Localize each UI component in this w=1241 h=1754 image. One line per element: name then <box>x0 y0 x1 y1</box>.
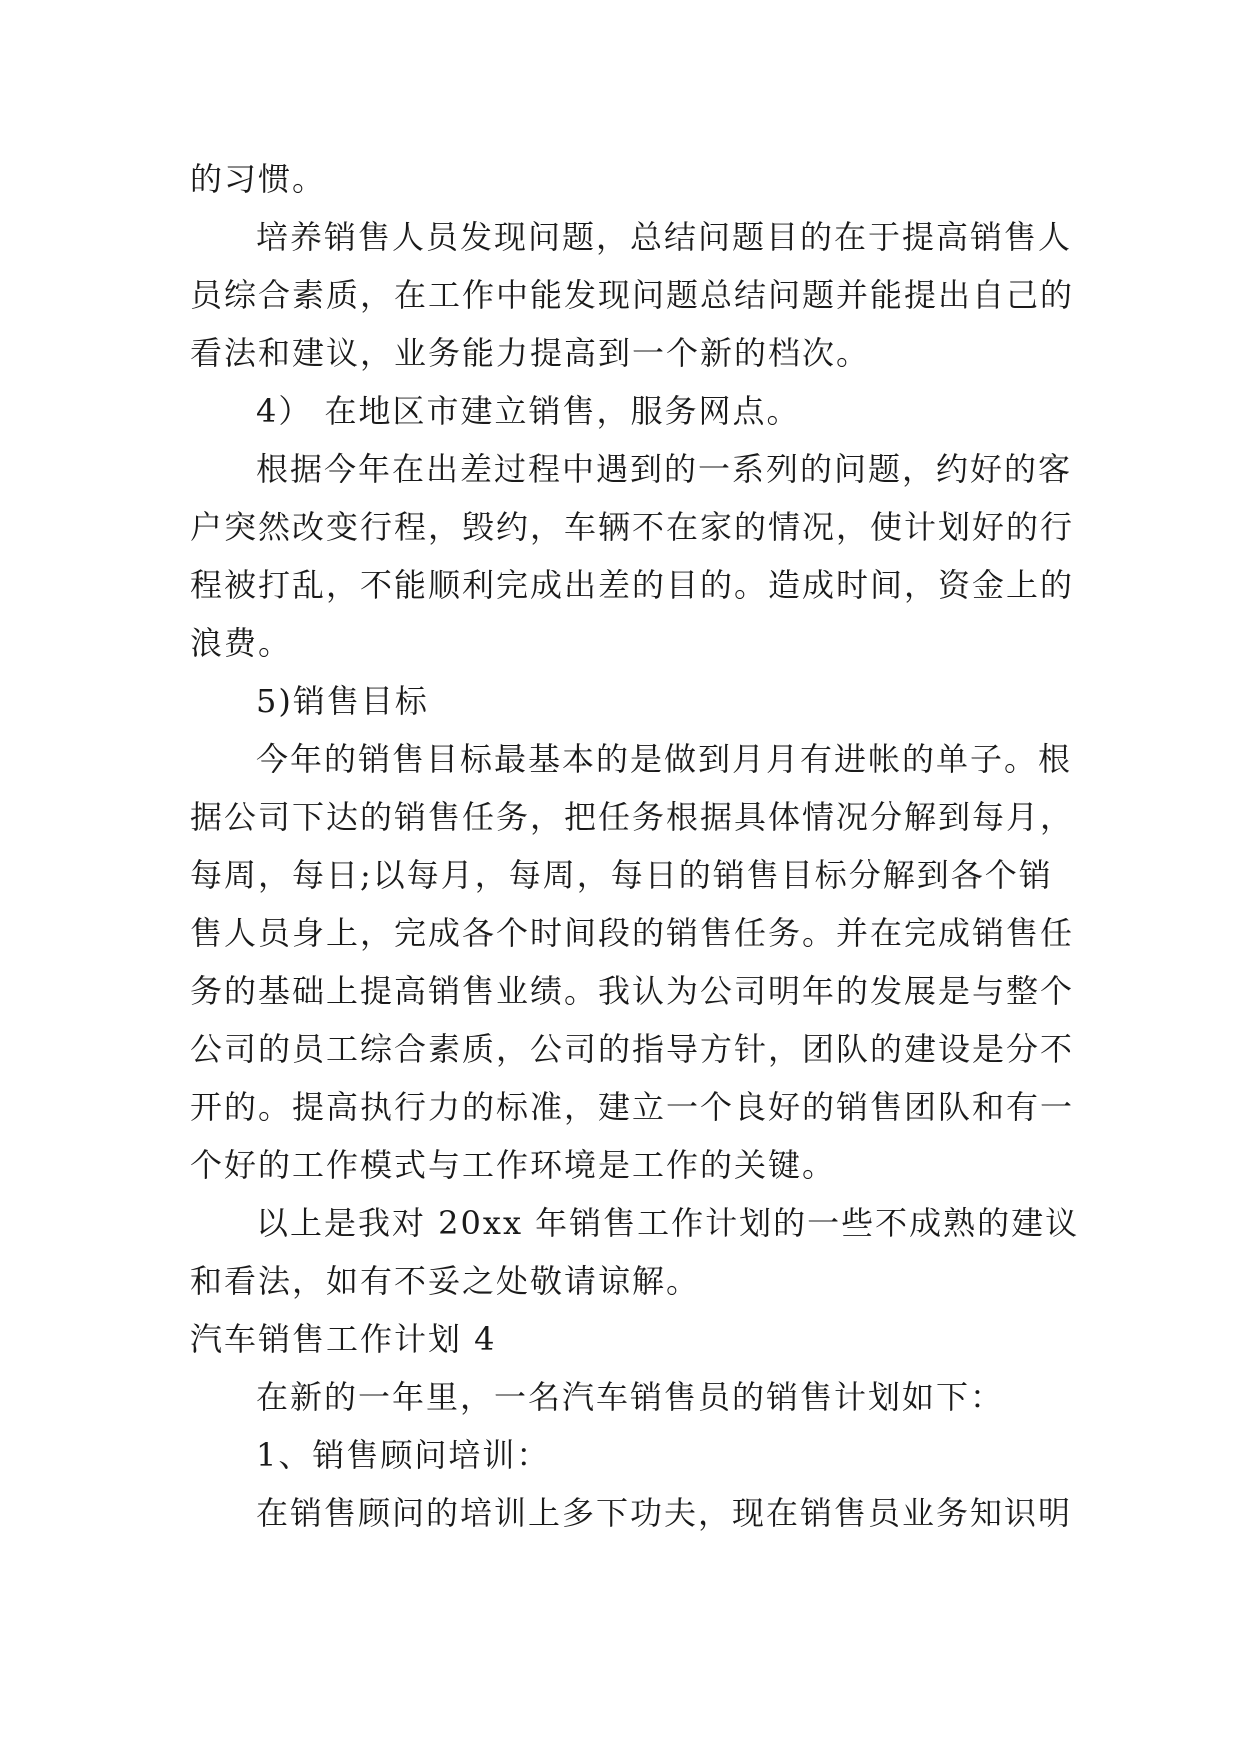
text-line: 程被打乱，不能顺利完成出差的目的。造成时间，资金上的 <box>190 566 1075 604</box>
text-line: 4） 在地区市建立销售，服务网点。 <box>256 392 801 430</box>
text-line: 和看法，如有不妥之处敬请谅解。 <box>190 1262 701 1300</box>
text-line: 员综合素质，在工作中能发现问题总结问题并能提出自己的 <box>190 276 1075 314</box>
text-line: 开的。提高执行力的标准，建立一个良好的销售团队和有一 <box>190 1088 1075 1126</box>
text-line: 看法和建议，业务能力提高到一个新的档次。 <box>190 334 871 372</box>
text-line: 据公司下达的销售任务，把任务根据具体情况分解到每月， <box>190 798 1075 836</box>
text-line: 每周，每日;以每月，每周，每日的销售目标分解到各个销 <box>190 856 1053 894</box>
text-line: 培养销售人员发现问题，总结问题目的在于提高销售人 <box>256 218 1073 256</box>
text-line: 务的基础上提高销售业绩。我认为公司明年的发展是与整个 <box>190 972 1075 1010</box>
text-line: 在新的一年里，一名汽车销售员的销售计划如下： <box>256 1378 1005 1416</box>
text-line: 售人员身上，完成各个时间段的销售任务。并在完成销售任 <box>190 914 1075 952</box>
text-line: 公司的员工综合素质，公司的指导方针，团队的建设是分不 <box>190 1030 1075 1068</box>
text-line: 以上是我对 20xx 年销售工作计划的一些不成熟的建议 <box>256 1204 1080 1242</box>
text-line: 在销售顾问的培训上多下功夫，现在销售员业务知识明 <box>256 1494 1073 1532</box>
text-line: 5)销售目标 <box>256 682 429 720</box>
document-body <box>190 150 1080 1542</box>
text-line: 1、销售顾问培训： <box>256 1436 551 1474</box>
text-line: 个好的工作模式与工作环境是工作的关键。 <box>190 1146 837 1184</box>
section-heading: 汽车销售工作计划 4 <box>190 1320 497 1358</box>
text-line: 的习惯。 <box>190 160 327 198</box>
text-line: 根据今年在出差过程中遇到的一系列的问题，约好的客 <box>256 450 1073 488</box>
text-line: 户突然改变行程，毁约，车辆不在家的情况，使计划好的行 <box>190 508 1075 546</box>
text-line: 今年的销售目标最基本的是做到月月有进帐的单子。根 <box>256 740 1073 778</box>
text-line: 浪费。 <box>190 624 293 662</box>
